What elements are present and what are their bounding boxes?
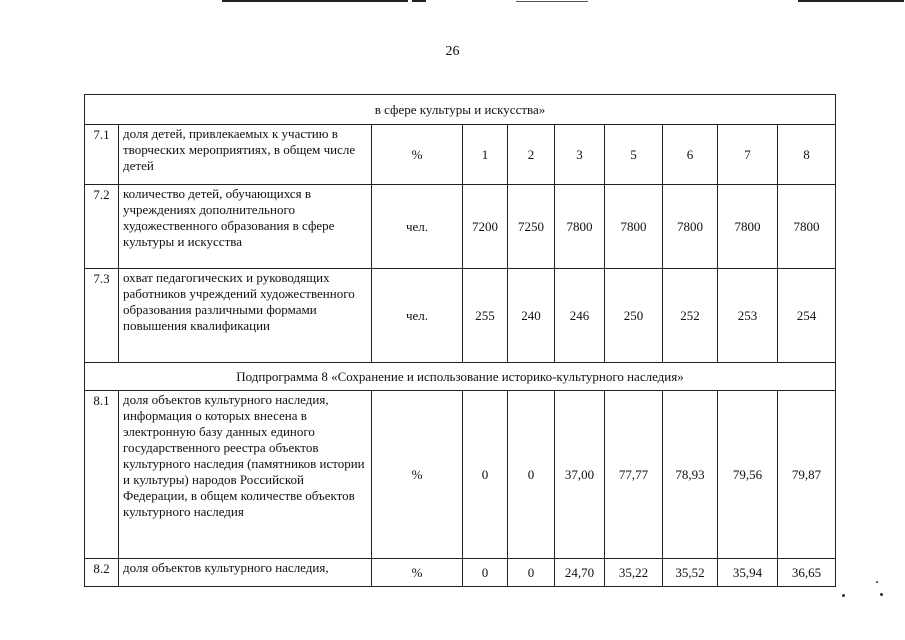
table-row (85, 559, 836, 587)
indicator-value: 77,77 (605, 391, 663, 559)
indicator-value: 3 (555, 125, 605, 185)
indicator-unit: чел. (372, 269, 463, 363)
indicator-value: 1 (463, 125, 508, 185)
indicator-description: доля детей, привлекаемых к участию в творческих мероприятиях, в общем числе детей (119, 125, 372, 185)
indicators-table (84, 94, 836, 587)
indicator-value: 0 (508, 559, 555, 587)
row-number: 8.2 (85, 559, 119, 587)
scan-artifact-line (222, 0, 408, 2)
table-row (85, 269, 836, 363)
indicator-value: 0 (508, 391, 555, 559)
indicator-value: 5 (605, 125, 663, 185)
table-row (85, 185, 836, 269)
scan-artifact-line (516, 1, 588, 2)
indicator-value: 8 (778, 125, 836, 185)
row-number: 7.3 (85, 269, 119, 363)
indicator-value: 7200 (463, 185, 508, 269)
row-number: 8.1 (85, 391, 119, 559)
indicator-value: 24,70 (555, 559, 605, 587)
row-number: 7.1 (85, 125, 119, 185)
table-row (85, 125, 836, 185)
scan-artifact-line (412, 0, 426, 2)
section-header: в сфере культуры и искусства» (85, 95, 836, 125)
page-number: 26 (445, 44, 460, 59)
indicator-value: 7250 (508, 185, 555, 269)
scan-speck (880, 593, 883, 596)
indicator-unit: % (372, 559, 463, 587)
indicator-unit: % (372, 391, 463, 559)
indicator-value: 79,56 (718, 391, 778, 559)
indicator-unit: % (372, 125, 463, 185)
indicator-value: 7800 (555, 185, 605, 269)
indicator-value: 35,52 (663, 559, 718, 587)
indicator-value: 7800 (663, 185, 718, 269)
indicator-value: 6 (663, 125, 718, 185)
indicator-value: 37,00 (555, 391, 605, 559)
subprogram-header: Подпрограмма 8 «Сохранение и использование историко-культурного наследия» (85, 363, 836, 391)
indicator-unit: чел. (372, 185, 463, 269)
table-row (85, 391, 836, 559)
indicator-description: охват педагогических и руководящих работников учреждений художественного образования различными формами повышения квалификации (119, 269, 372, 363)
indicator-value: 250 (605, 269, 663, 363)
indicator-value: 79,87 (778, 391, 836, 559)
indicator-value: 35,94 (718, 559, 778, 587)
indicator-value: 2 (508, 125, 555, 185)
indicator-value: 78,93 (663, 391, 718, 559)
indicator-value: 7800 (778, 185, 836, 269)
indicator-value: 7 (718, 125, 778, 185)
row-number: 7.2 (85, 185, 119, 269)
indicator-value: 254 (778, 269, 836, 363)
indicator-value: 252 (663, 269, 718, 363)
indicator-description: количество детей, обучающихся в учреждениях дополнительного художественного образования в сфере культуры и искусства (119, 185, 372, 269)
indicator-description: доля объектов культурного наследия, (119, 559, 372, 587)
indicator-value: 7800 (605, 185, 663, 269)
scan-speck (876, 581, 878, 583)
indicator-value: 7800 (718, 185, 778, 269)
indicator-value: 36,65 (778, 559, 836, 587)
indicator-value: 0 (463, 391, 508, 559)
indicator-value: 35,22 (605, 559, 663, 587)
indicator-value: 246 (555, 269, 605, 363)
indicator-value: 240 (508, 269, 555, 363)
indicator-value: 0 (463, 559, 508, 587)
indicator-value: 255 (463, 269, 508, 363)
indicator-value: 253 (718, 269, 778, 363)
scan-artifact-line (798, 0, 904, 2)
indicator-description: доля объектов культурного наследия, информация о которых внесена в электронную базу данных единого государственного реестра объектов культурного наследия (памятников истории и культуры) народов Российской Федерации, в общем количестве объектов культурного наследия (119, 391, 372, 559)
scan-speck (842, 594, 845, 597)
